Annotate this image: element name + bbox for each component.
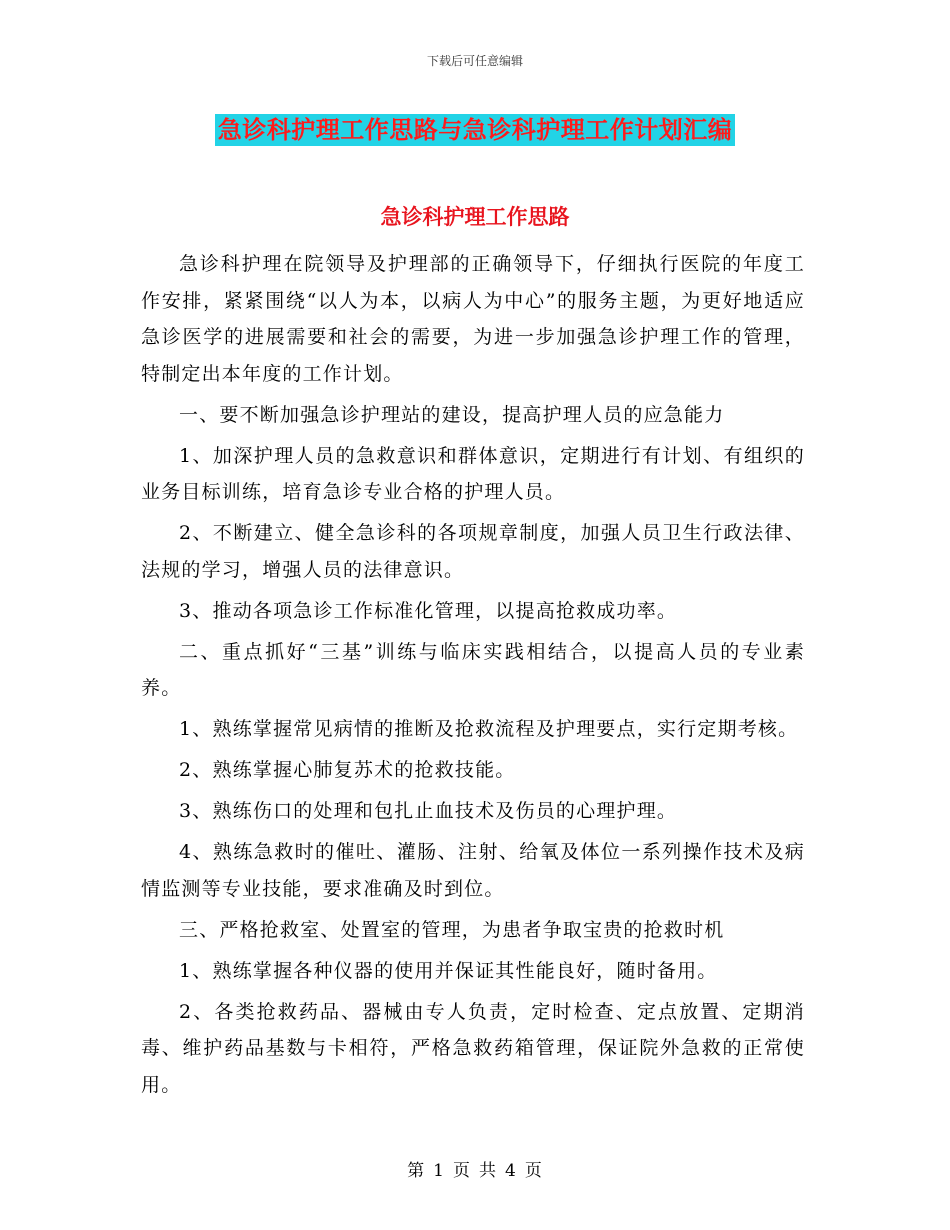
paragraph: 4、熟练急救时的催吐、灌肠、注射、给氧及体位一系列操作技术及病情监测等专业技能，要求准确及时到位。: [141, 841, 805, 900]
paragraph: 3、熟练伤口的处理和包扎止血技术及伤员的心理护理。: [179, 800, 678, 822]
header-note: 下载后可任意编辑: [426, 54, 523, 68]
paragraph: 急诊科护理在院领导及护理部的正确领导下，仔细执行医院的年度工作安排，紧紧围绕“以人为本，以病人为中心”的服务主题，为更好地适应急诊医学的进展需要和社会的需要，为进一步加强急诊护理工作的管理，特制定出本年度的工作计划。: [141, 253, 805, 385]
footer-label-di: 第: [407, 1161, 426, 1181]
paragraph: 2、各类抢救药品、器械由专人负责，定时检查、定点放置、定期消毒、维护药品基数与卡相符，严格急救药箱管理，保证院外急救的正常使用。: [141, 1000, 805, 1096]
section-title: 急诊科护理工作思路: [380, 205, 570, 229]
paragraph: 三、严格抢救室、处置室的管理，为患者争取宝贵的抢救时机: [179, 918, 725, 941]
main-title: 急诊科护理工作思路与急诊科护理工作计划汇编: [215, 114, 736, 146]
footer-label-gong: 共: [479, 1161, 497, 1181]
paragraph: 1、熟练掌握各种仪器的使用并保证其性能良好，随时备用。: [179, 959, 718, 982]
paragraph: 3、推动各项急诊工作标准化管理，以提高抢救成功率。: [179, 599, 678, 622]
paragraph: 二、重点抓好“三基”训练与临床实践相结合，以提高人员的专业素养。: [141, 640, 805, 699]
body-text: [141, 246, 805, 1108]
footer-label-ye2: 页: [524, 1161, 543, 1181]
footer-label-ye: 页: [453, 1161, 471, 1181]
total-pages: 4: [505, 1161, 517, 1181]
paragraph: 2、不断建立、健全急诊科的各项规章制度，加强人员卫生行政法律、法规的学习，增强人员的法律意识。: [141, 522, 805, 581]
page-footer: [0, 1156, 950, 1181]
paragraph: 一、要不断加强急诊护理站的建设，提高护理人员的应急能力: [179, 403, 725, 426]
paragraph: 1、熟练掌握常见病情的推断及抢救流程及护理要点，实行定期考核。: [179, 718, 799, 740]
page-number: 1: [433, 1161, 445, 1181]
paragraph: 2、熟练掌握心肺复苏术的抢救技能。: [179, 759, 516, 781]
main-title-container: [0, 114, 950, 146]
paragraph: 1、加深护理人员的急救意识和群体意识，定期进行有计划、有组织的业务目标训练，培育急诊专业合格的护理人员。: [141, 444, 805, 503]
